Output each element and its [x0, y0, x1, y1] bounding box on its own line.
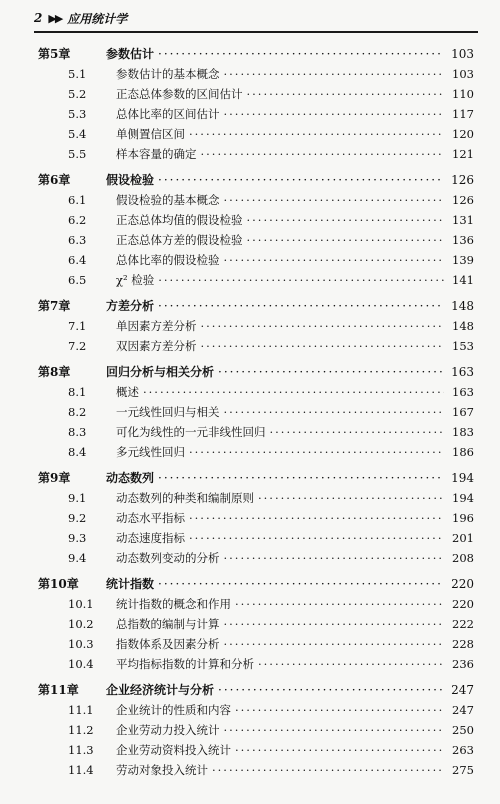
section-title: 动态数列变动的分析 — [116, 551, 220, 565]
section-row — [0, 84, 500, 104]
section-page: 148 — [452, 319, 474, 333]
section-title: 指数体系及因素分析 — [116, 637, 220, 651]
chapter-title: 统计指数 — [106, 577, 155, 591]
section-page: 194 — [452, 491, 474, 505]
leader-dots — [224, 190, 445, 210]
section-row — [0, 634, 500, 654]
section-page: 186 — [452, 445, 474, 459]
section-page: 103 — [452, 67, 474, 81]
chapter-row — [0, 296, 500, 316]
chapter-row — [0, 680, 500, 700]
chapter-row — [0, 574, 500, 594]
section-page: 136 — [452, 233, 474, 247]
section-number: 11.1 — [68, 703, 94, 717]
section-title: 劳动对象投入统计 — [116, 763, 208, 777]
section-title: 样本容量的确定 — [116, 147, 197, 161]
leader-dots — [270, 422, 445, 442]
section-page: 201 — [452, 531, 474, 545]
section-title: 正态总体方差的假设检验 — [116, 233, 243, 247]
section-row — [0, 336, 500, 356]
chapter-title: 回归分析与相关分析 — [106, 365, 215, 379]
section-title: 总指数的编制与计算 — [116, 617, 220, 631]
section-number: 11.2 — [68, 723, 94, 737]
section-row — [0, 442, 500, 462]
leader-dots — [158, 574, 444, 594]
section-title: 平均指标指数的计算和分析 — [116, 657, 254, 671]
section-title: 双因素方差分析 — [116, 339, 197, 353]
chapter-page: 126 — [451, 173, 474, 187]
section-page: 250 — [452, 723, 474, 737]
leader-dots — [201, 316, 445, 336]
chapter-title: 参数估计 — [106, 47, 155, 61]
leader-dots — [224, 64, 445, 84]
chapter-number: 第5章 — [38, 47, 71, 61]
leader-dots — [235, 700, 444, 720]
section-number: 10.1 — [68, 597, 94, 611]
section-title: 企业劳动资料投入统计 — [116, 743, 231, 757]
section-page: 228 — [452, 637, 474, 651]
section-row — [0, 508, 500, 528]
leader-dots — [247, 84, 445, 104]
leader-dots — [189, 508, 444, 528]
chapter-page: 220 — [451, 577, 474, 591]
section-row — [0, 64, 500, 84]
section-number: 6.1 — [68, 193, 87, 207]
leader-dots — [258, 488, 444, 508]
section-page: 263 — [452, 743, 474, 757]
section-title: 企业统计的性质和内容 — [116, 703, 231, 717]
section-row — [0, 250, 500, 270]
section-title: 动态数列的种类和编制原则 — [116, 491, 254, 505]
section-title: 正态总体参数的区间估计 — [116, 87, 243, 101]
section-number: 5.2 — [68, 87, 87, 101]
leader-dots — [218, 680, 444, 700]
section-page: 131 — [452, 213, 474, 227]
section-title: 动态水平指标 — [116, 511, 185, 525]
section-number: 6.4 — [68, 253, 87, 267]
section-title: 多元线性回归 — [116, 445, 185, 459]
section-page: 110 — [452, 87, 474, 101]
leader-dots — [224, 104, 445, 124]
section-number: 8.2 — [68, 405, 87, 419]
leader-dots — [189, 528, 444, 548]
section-title: 正态总体均值的假设检验 — [116, 213, 243, 227]
section-title: 可化为线性的一元非线性回归 — [116, 425, 266, 439]
chapter-number: 第9章 — [38, 471, 71, 485]
section-row — [0, 720, 500, 740]
leader-dots — [158, 44, 444, 64]
leader-dots — [247, 230, 445, 250]
leader-dots — [201, 144, 445, 164]
section-row — [0, 144, 500, 164]
section-row — [0, 230, 500, 250]
leader-dots — [224, 634, 445, 654]
double-arrow-icon: ▶▶ — [48, 11, 62, 25]
chapter-title: 动态数列 — [106, 471, 155, 485]
section-page: 163 — [452, 385, 474, 399]
section-number: 9.4 — [68, 551, 87, 565]
section-number: 9.2 — [68, 511, 87, 525]
section-number: 7.2 — [68, 339, 87, 353]
section-row — [0, 402, 500, 422]
chapter-number: 第7章 — [38, 299, 71, 313]
section-row — [0, 594, 500, 614]
section-row — [0, 548, 500, 568]
section-page: 120 — [452, 127, 474, 141]
section-title: 假设检验的基本概念 — [116, 193, 220, 207]
section-number: 11.3 — [68, 743, 94, 757]
section-row — [0, 422, 500, 442]
section-title: 概述 — [116, 385, 139, 399]
section-number: 6.2 — [68, 213, 87, 227]
section-page: 167 — [452, 405, 474, 419]
chapter-page: 247 — [451, 683, 474, 697]
section-page: 139 — [452, 253, 474, 267]
chapter-page: 163 — [451, 365, 474, 379]
section-number: 5.3 — [68, 107, 87, 121]
leader-dots — [189, 442, 444, 462]
section-title: 动态速度指标 — [116, 531, 185, 545]
section-row — [0, 210, 500, 230]
section-title: 单因素方差分析 — [116, 319, 197, 333]
chapter-page: 148 — [451, 299, 474, 313]
section-number: 8.3 — [68, 425, 87, 439]
leader-dots — [158, 468, 444, 488]
chapter-number: 第6章 — [38, 173, 71, 187]
leader-dots — [224, 614, 445, 634]
section-number: 5.1 — [68, 67, 87, 81]
leader-dots — [158, 270, 444, 290]
section-page: 121 — [452, 147, 474, 161]
section-number: 6.3 — [68, 233, 87, 247]
section-title: 一元线性回归与相关 — [116, 405, 220, 419]
chapter-row — [0, 362, 500, 382]
section-title: 单侧置信区间 — [116, 127, 185, 141]
section-number: 10.4 — [68, 657, 94, 671]
section-row — [0, 104, 500, 124]
section-row — [0, 382, 500, 402]
section-number: 9.1 — [68, 491, 87, 505]
table-of-contents — [0, 44, 500, 780]
section-page: 275 — [452, 763, 474, 777]
section-number: 8.1 — [68, 385, 87, 399]
leader-dots — [224, 548, 445, 568]
leader-dots — [158, 170, 444, 190]
section-page: 220 — [452, 597, 474, 611]
section-page: 208 — [452, 551, 474, 565]
section-title: χ² 检验 — [116, 273, 155, 287]
section-number: 5.4 — [68, 127, 87, 141]
section-number: 8.4 — [68, 445, 87, 459]
section-title: 总体比率的区间估计 — [116, 107, 220, 121]
section-page: 222 — [452, 617, 474, 631]
chapter-number: 第10章 — [38, 577, 79, 591]
section-row — [0, 488, 500, 508]
section-row — [0, 270, 500, 290]
chapter-row — [0, 468, 500, 488]
leader-dots — [224, 250, 445, 270]
section-row — [0, 190, 500, 210]
section-number: 7.1 — [68, 319, 87, 333]
chapter-row — [0, 44, 500, 64]
leader-dots — [143, 382, 444, 402]
section-row — [0, 124, 500, 144]
leader-dots — [218, 362, 444, 382]
leader-dots — [224, 720, 445, 740]
section-row — [0, 760, 500, 780]
chapter-number: 第11章 — [38, 683, 79, 697]
chapter-page: 103 — [451, 47, 474, 61]
section-number: 5.5 — [68, 147, 87, 161]
leader-dots — [247, 210, 445, 230]
header-rule — [34, 31, 478, 33]
leader-dots — [189, 124, 444, 144]
section-row — [0, 614, 500, 634]
section-row — [0, 654, 500, 674]
section-page: 153 — [452, 339, 474, 353]
section-page: 236 — [452, 657, 474, 671]
book-title: 应用统计学 — [67, 11, 128, 26]
leader-dots — [258, 654, 444, 674]
section-page: 117 — [452, 107, 474, 121]
chapter-title: 企业经济统计与分析 — [106, 683, 215, 697]
chapter-page: 194 — [451, 471, 474, 485]
chapter-number: 第8章 — [38, 365, 71, 379]
leader-dots — [224, 402, 445, 422]
chapter-title: 假设检验 — [106, 173, 155, 187]
running-header — [34, 8, 127, 28]
section-page: 247 — [452, 703, 474, 717]
page-number: 2 — [34, 11, 43, 25]
leader-dots — [235, 740, 444, 760]
section-row — [0, 528, 500, 548]
section-row — [0, 700, 500, 720]
section-title: 企业劳动力投入统计 — [116, 723, 220, 737]
section-page: 126 — [452, 193, 474, 207]
section-number: 9.3 — [68, 531, 87, 545]
section-row — [0, 316, 500, 336]
section-title: 统计指数的概念和作用 — [116, 597, 231, 611]
section-row — [0, 740, 500, 760]
section-page: 141 — [452, 273, 474, 287]
section-number: 11.4 — [68, 763, 94, 777]
section-page: 196 — [452, 511, 474, 525]
chapter-row — [0, 170, 500, 190]
chapter-title: 方差分析 — [106, 299, 155, 313]
leader-dots — [235, 594, 444, 614]
section-page: 183 — [452, 425, 474, 439]
leader-dots — [201, 336, 445, 356]
section-title: 总体比率的假设检验 — [116, 253, 220, 267]
section-number: 10.2 — [68, 617, 94, 631]
section-title: 参数估计的基本概念 — [116, 67, 220, 81]
section-number: 10.3 — [68, 637, 94, 651]
section-number: 6.5 — [68, 273, 87, 287]
leader-dots — [212, 760, 444, 780]
leader-dots — [158, 296, 444, 316]
